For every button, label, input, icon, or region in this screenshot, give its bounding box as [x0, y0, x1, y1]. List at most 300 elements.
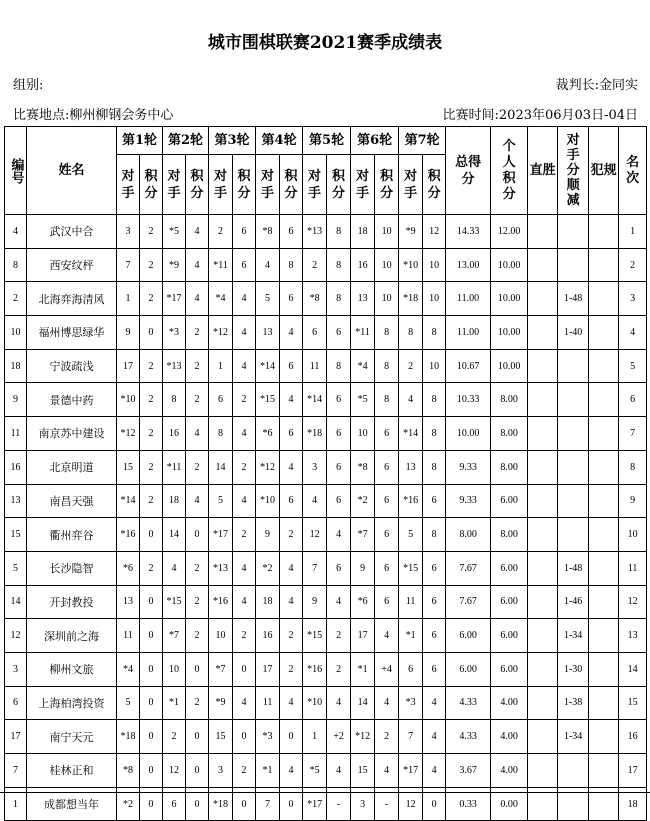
round-4-points: 4 — [280, 686, 303, 720]
round-2-points: 2 — [186, 316, 209, 350]
round-6-points: 6 — [375, 450, 399, 484]
foul — [589, 585, 619, 619]
round-2-points: 2 — [186, 619, 209, 653]
rank: 7 — [619, 417, 647, 451]
round-7-points: 4 — [423, 754, 446, 788]
opponent-score-order — [558, 417, 589, 451]
round-5-points: 8 — [327, 248, 351, 282]
opponent-score-order: 1-30 — [558, 652, 589, 686]
round-4-points: 6 — [280, 349, 303, 383]
direct-win — [528, 518, 558, 552]
round-7-opponent: *9 — [399, 215, 423, 249]
round-7-points: 8 — [423, 417, 446, 451]
team-number: 18 — [5, 349, 27, 383]
round-3-opponent: *12 — [209, 316, 233, 350]
total-score: 10.33 — [446, 383, 491, 417]
round-5-opponent: *13 — [303, 215, 327, 249]
direct-win — [528, 551, 558, 585]
foul — [589, 349, 619, 383]
round-5-points: 4 — [327, 686, 351, 720]
direct-win — [528, 686, 558, 720]
header-direct-text: 直胜 — [529, 163, 556, 178]
rank: 14 — [619, 652, 647, 686]
round-1-points: 2 — [140, 484, 163, 518]
round-5-opponent: 4 — [303, 484, 327, 518]
total-score: 4.33 — [446, 720, 491, 754]
round-5-points: 6 — [327, 316, 351, 350]
total-score: 14.33 — [446, 215, 491, 249]
header-opponent-text: 对手 — [308, 168, 322, 201]
round-5-points: +2 — [327, 720, 351, 754]
round-4-points: 4 — [280, 316, 303, 350]
team-name: 南宁天元 — [27, 720, 117, 754]
total-score: 10.67 — [446, 349, 491, 383]
round-6-opponent: 18 — [351, 215, 375, 249]
opponent-score-order — [558, 518, 589, 552]
round-2-opponent: *5 — [163, 215, 186, 249]
round-3-points: 4 — [233, 316, 256, 350]
rank: 6 — [619, 383, 647, 417]
round-7-points: 8 — [423, 316, 446, 350]
foul — [589, 754, 619, 788]
round-5-opponent: 2 — [303, 248, 327, 282]
round-2-opponent: *17 — [163, 282, 186, 316]
round-1-opponent: 9 — [117, 316, 140, 350]
opponent-score-order — [558, 248, 589, 282]
foul — [589, 551, 619, 585]
rank: 1 — [619, 215, 647, 249]
round-4-points: 4 — [280, 585, 303, 619]
round-4-points: 6 — [280, 417, 303, 451]
round-6-points: 10 — [375, 282, 399, 316]
individual-points: 10.00 — [491, 248, 528, 282]
direct-win — [528, 316, 558, 350]
foul — [589, 652, 619, 686]
round-7-opponent: 13 — [399, 450, 423, 484]
total-score: 10.00 — [446, 417, 491, 451]
direct-win — [528, 754, 558, 788]
round-7-opponent: *15 — [399, 551, 423, 585]
header-total — [446, 127, 491, 215]
header-opp-order-text: 对手分顺减 — [566, 133, 580, 208]
header-round-7: 第7轮 — [399, 127, 446, 155]
round-6-points: 8 — [375, 316, 399, 350]
round-6-opponent: 16 — [351, 248, 375, 282]
team-number: 12 — [5, 619, 27, 653]
round-5-opponent: *17 — [303, 787, 327, 821]
team-number: 9 — [5, 383, 27, 417]
rank: 16 — [619, 720, 647, 754]
foul — [589, 417, 619, 451]
round-3-points: 6 — [233, 215, 256, 249]
round-6-opponent: 3 — [351, 787, 375, 821]
round-2-points: 2 — [186, 551, 209, 585]
round-4-opponent: 9 — [256, 518, 280, 552]
header-opponent-text: 对手 — [356, 168, 370, 201]
opponent-score-order — [558, 383, 589, 417]
header-points-text: 积分 — [284, 168, 298, 201]
round-1-opponent: *16 — [117, 518, 140, 552]
round-6-points: 6 — [375, 484, 399, 518]
round-6-points: 4 — [375, 686, 399, 720]
bottom-rule — [0, 792, 650, 793]
header-round-1: 第1轮 — [117, 127, 163, 155]
round-4-opponent: *10 — [256, 484, 280, 518]
team-number: 3 — [5, 652, 27, 686]
round-1-points: 0 — [140, 720, 163, 754]
round-6-points: 2 — [375, 720, 399, 754]
round-3-opponent: 6 — [209, 383, 233, 417]
round-1-opponent: 5 — [117, 686, 140, 720]
team-name: 福州博思绿华 — [27, 316, 117, 350]
table-row — [5, 518, 647, 552]
total-score: 0.33 — [446, 787, 491, 821]
round-1-points: 0 — [140, 316, 163, 350]
round-7-opponent: *3 — [399, 686, 423, 720]
table-row — [5, 551, 647, 585]
round-2-points: 2 — [186, 383, 209, 417]
opponent-score-order: 1-46 — [558, 585, 589, 619]
rank: 8 — [619, 450, 647, 484]
direct-win — [528, 248, 558, 282]
round-3-points: 4 — [233, 282, 256, 316]
header-round-7-points — [423, 155, 446, 215]
rank: 9 — [619, 484, 647, 518]
rank: 4 — [619, 316, 647, 350]
header-round-3: 第3轮 — [209, 127, 256, 155]
round-7-points: 10 — [423, 248, 446, 282]
individual-points: 10.00 — [491, 282, 528, 316]
round-4-points: 0 — [280, 787, 303, 821]
page-title: 城市围棋联赛2021赛季成绩表 — [207, 33, 443, 53]
round-6-opponent: 9 — [351, 551, 375, 585]
table-row — [5, 248, 647, 282]
round-1-opponent: *4 — [117, 652, 140, 686]
opponent-score-order — [558, 484, 589, 518]
header-round-5-opponent — [303, 155, 327, 215]
round-3-opponent: 2 — [209, 215, 233, 249]
round-2-opponent: 6 — [163, 787, 186, 821]
foul — [589, 686, 619, 720]
table-row — [5, 484, 647, 518]
direct-win — [528, 383, 558, 417]
individual-points: 8.00 — [491, 450, 528, 484]
round-7-points: 8 — [423, 518, 446, 552]
header-individual-text: 个人积分 — [502, 138, 516, 202]
round-1-points: 2 — [140, 215, 163, 249]
round-1-points: 0 — [140, 619, 163, 653]
round-7-opponent: 8 — [399, 316, 423, 350]
round-4-points: 0 — [280, 720, 303, 754]
team-number: 10 — [5, 316, 27, 350]
round-5-points: 4 — [327, 754, 351, 788]
team-number: 2 — [5, 282, 27, 316]
round-6-opponent: *12 — [351, 720, 375, 754]
round-6-points: 10 — [375, 215, 399, 249]
round-4-points: 2 — [280, 619, 303, 653]
individual-points: 10.00 — [491, 349, 528, 383]
round-5-opponent: 11 — [303, 349, 327, 383]
foul — [589, 248, 619, 282]
round-3-opponent: 14 — [209, 450, 233, 484]
round-6-opponent: 15 — [351, 754, 375, 788]
round-5-points: 6 — [327, 484, 351, 518]
individual-points: 4.00 — [491, 720, 528, 754]
header-opponent-text: 对手 — [404, 168, 418, 201]
round-4-opponent: *1 — [256, 754, 280, 788]
header-round-1-points — [140, 155, 163, 215]
round-3-opponent: *16 — [209, 585, 233, 619]
round-7-opponent: 7 — [399, 720, 423, 754]
round-2-opponent: 16 — [163, 417, 186, 451]
team-number: 6 — [5, 686, 27, 720]
header-total-text: 总得分 — [455, 154, 482, 187]
team-number: 16 — [5, 450, 27, 484]
header-round-2-opponent — [163, 155, 186, 215]
individual-points: 12.00 — [491, 215, 528, 249]
rank: 2 — [619, 248, 647, 282]
rank: 12 — [619, 585, 647, 619]
individual-points: 4.00 — [491, 686, 528, 720]
round-1-opponent: *2 — [117, 787, 140, 821]
round-5-opponent: 6 — [303, 316, 327, 350]
total-score: 7.67 — [446, 585, 491, 619]
header-points-text: 积分 — [427, 168, 441, 201]
round-5-points: 2 — [327, 619, 351, 653]
round-4-points: 8 — [280, 248, 303, 282]
round-4-opponent: 11 — [256, 686, 280, 720]
round-4-points: 6 — [280, 484, 303, 518]
round-5-opponent: 12 — [303, 518, 327, 552]
table-row — [5, 652, 647, 686]
round-6-points: 6 — [375, 551, 399, 585]
foul — [589, 215, 619, 249]
round-3-points: 2 — [233, 754, 256, 788]
round-3-points: 4 — [233, 686, 256, 720]
team-name: 柳州文旅 — [27, 652, 117, 686]
round-4-opponent: *3 — [256, 720, 280, 754]
total-score: 13.00 — [446, 248, 491, 282]
round-2-opponent: 4 — [163, 551, 186, 585]
round-7-points: 4 — [423, 720, 446, 754]
header-round-6-points — [375, 155, 399, 215]
header-round-2: 第2轮 — [163, 127, 209, 155]
round-1-points: 2 — [140, 551, 163, 585]
individual-points: 6.00 — [491, 652, 528, 686]
round-6-opponent: 10 — [351, 417, 375, 451]
total-score: 8.00 — [446, 518, 491, 552]
table-row — [5, 316, 647, 350]
round-1-opponent: *18 — [117, 720, 140, 754]
header-round-2-points — [186, 155, 209, 215]
total-score: 3.67 — [446, 754, 491, 788]
round-7-points: 6 — [423, 619, 446, 653]
round-7-points: 0 — [423, 787, 446, 821]
round-5-opponent: 7 — [303, 551, 327, 585]
total-score: 11.00 — [446, 316, 491, 350]
header-name: 姓名 — [27, 127, 117, 215]
round-3-opponent: *4 — [209, 282, 233, 316]
round-1-points: 2 — [140, 417, 163, 451]
round-6-points: 8 — [375, 349, 399, 383]
round-3-opponent: *9 — [209, 686, 233, 720]
round-1-points: 0 — [140, 787, 163, 821]
round-6-opponent: *1 — [351, 652, 375, 686]
round-4-points: 4 — [280, 450, 303, 484]
round-6-opponent: *5 — [351, 383, 375, 417]
header-round-1-opponent — [117, 155, 140, 215]
table-row — [5, 619, 647, 653]
direct-win — [528, 585, 558, 619]
header-rank-text: 名次 — [626, 154, 640, 186]
round-5-opponent: *10 — [303, 686, 327, 720]
round-6-points: - — [375, 787, 399, 821]
round-3-opponent: 10 — [209, 619, 233, 653]
round-6-opponent: *7 — [351, 518, 375, 552]
round-3-points: 4 — [233, 585, 256, 619]
round-7-opponent: *1 — [399, 619, 423, 653]
header-round-7-opponent — [399, 155, 423, 215]
round-5-points: 2 — [327, 652, 351, 686]
round-2-points: 4 — [186, 282, 209, 316]
table-row — [5, 383, 647, 417]
round-6-points: 6 — [375, 518, 399, 552]
direct-win — [528, 215, 558, 249]
round-2-points: 4 — [186, 484, 209, 518]
round-7-opponent: *18 — [399, 282, 423, 316]
round-2-opponent: *11 — [163, 450, 186, 484]
foul — [589, 450, 619, 484]
direct-win — [528, 282, 558, 316]
round-3-opponent: 5 — [209, 484, 233, 518]
total-score: 6.00 — [446, 619, 491, 653]
total-score: 11.00 — [446, 282, 491, 316]
table-row — [5, 450, 647, 484]
table-row — [5, 215, 647, 249]
match-time: 比赛时间:2023年06月03日-04日 — [442, 108, 638, 123]
round-5-opponent: 1 — [303, 720, 327, 754]
round-7-points: 6 — [423, 484, 446, 518]
header-points-text: 积分 — [144, 168, 158, 201]
header-opponent-text: 对手 — [261, 168, 275, 201]
header-round-6: 第6轮 — [351, 127, 399, 155]
team-number: 7 — [5, 754, 27, 788]
round-2-opponent: 14 — [163, 518, 186, 552]
round-6-opponent: *4 — [351, 349, 375, 383]
header-round-5: 第5轮 — [303, 127, 351, 155]
direct-win — [528, 619, 558, 653]
round-6-points: 10 — [375, 248, 399, 282]
round-5-points: 8 — [327, 282, 351, 316]
round-6-opponent: *6 — [351, 585, 375, 619]
round-1-points: 0 — [140, 652, 163, 686]
round-5-points: 6 — [327, 417, 351, 451]
round-7-points: 4 — [423, 686, 446, 720]
individual-points: 6.00 — [491, 619, 528, 653]
round-1-opponent: *6 — [117, 551, 140, 585]
round-6-opponent: *11 — [351, 316, 375, 350]
round-1-points: 0 — [140, 585, 163, 619]
round-7-points: 10 — [423, 282, 446, 316]
team-name: 桂林正和 — [27, 754, 117, 788]
round-5-points: 6 — [327, 450, 351, 484]
round-4-opponent: 4 — [256, 248, 280, 282]
round-3-points: 2 — [233, 450, 256, 484]
foul — [589, 484, 619, 518]
rank: 17 — [619, 754, 647, 788]
team-number: 4 — [5, 215, 27, 249]
round-3-opponent: 1 — [209, 349, 233, 383]
round-4-opponent: *15 — [256, 383, 280, 417]
team-name: 北京明道 — [27, 450, 117, 484]
round-7-points: 10 — [423, 349, 446, 383]
round-6-points: 4 — [375, 754, 399, 788]
round-6-opponent: 13 — [351, 282, 375, 316]
team-number: 8 — [5, 248, 27, 282]
round-1-opponent: 17 — [117, 349, 140, 383]
header-points-text: 积分 — [380, 168, 394, 201]
header-points-text: 积分 — [332, 168, 346, 201]
individual-points: 8.00 — [491, 417, 528, 451]
round-5-opponent: *15 — [303, 619, 327, 653]
round-7-opponent: *17 — [399, 754, 423, 788]
individual-points: 8.00 — [491, 518, 528, 552]
round-1-opponent: 13 — [117, 585, 140, 619]
round-3-points: 6 — [233, 248, 256, 282]
round-2-opponent: 10 — [163, 652, 186, 686]
rank: 18 — [619, 787, 647, 821]
direct-win — [528, 484, 558, 518]
round-7-points: 6 — [423, 652, 446, 686]
header-opp-order — [558, 127, 589, 215]
round-7-opponent: 11 — [399, 585, 423, 619]
round-3-opponent: *13 — [209, 551, 233, 585]
foul — [589, 518, 619, 552]
team-name: 成都想当年 — [27, 787, 117, 821]
total-score: 7.67 — [446, 551, 491, 585]
round-7-points: 8 — [423, 383, 446, 417]
total-score: 9.33 — [446, 484, 491, 518]
round-3-opponent: 8 — [209, 417, 233, 451]
header-points-text: 积分 — [237, 168, 251, 201]
round-2-points: 2 — [186, 349, 209, 383]
individual-points: 0.00 — [491, 787, 528, 821]
team-number: 11 — [5, 417, 27, 451]
round-3-opponent: *11 — [209, 248, 233, 282]
round-5-points: 8 — [327, 349, 351, 383]
round-3-points: 4 — [233, 484, 256, 518]
round-4-points: 2 — [280, 652, 303, 686]
individual-points: 6.00 — [491, 551, 528, 585]
opponent-score-order: 1-34 — [558, 619, 589, 653]
round-4-points: 6 — [280, 215, 303, 249]
direct-win — [528, 652, 558, 686]
round-5-opponent: *18 — [303, 417, 327, 451]
round-2-opponent: *15 — [163, 585, 186, 619]
round-4-opponent: 16 — [256, 619, 280, 653]
round-3-points: 0 — [233, 787, 256, 821]
round-2-opponent: *13 — [163, 349, 186, 383]
round-1-points: 2 — [140, 383, 163, 417]
round-7-opponent: 6 — [399, 652, 423, 686]
direct-win — [528, 349, 558, 383]
round-6-points: +4 — [375, 652, 399, 686]
header-rank — [619, 127, 647, 215]
round-1-opponent: 11 — [117, 619, 140, 653]
round-2-points: 2 — [186, 450, 209, 484]
rank: 15 — [619, 686, 647, 720]
round-1-opponent: *8 — [117, 754, 140, 788]
